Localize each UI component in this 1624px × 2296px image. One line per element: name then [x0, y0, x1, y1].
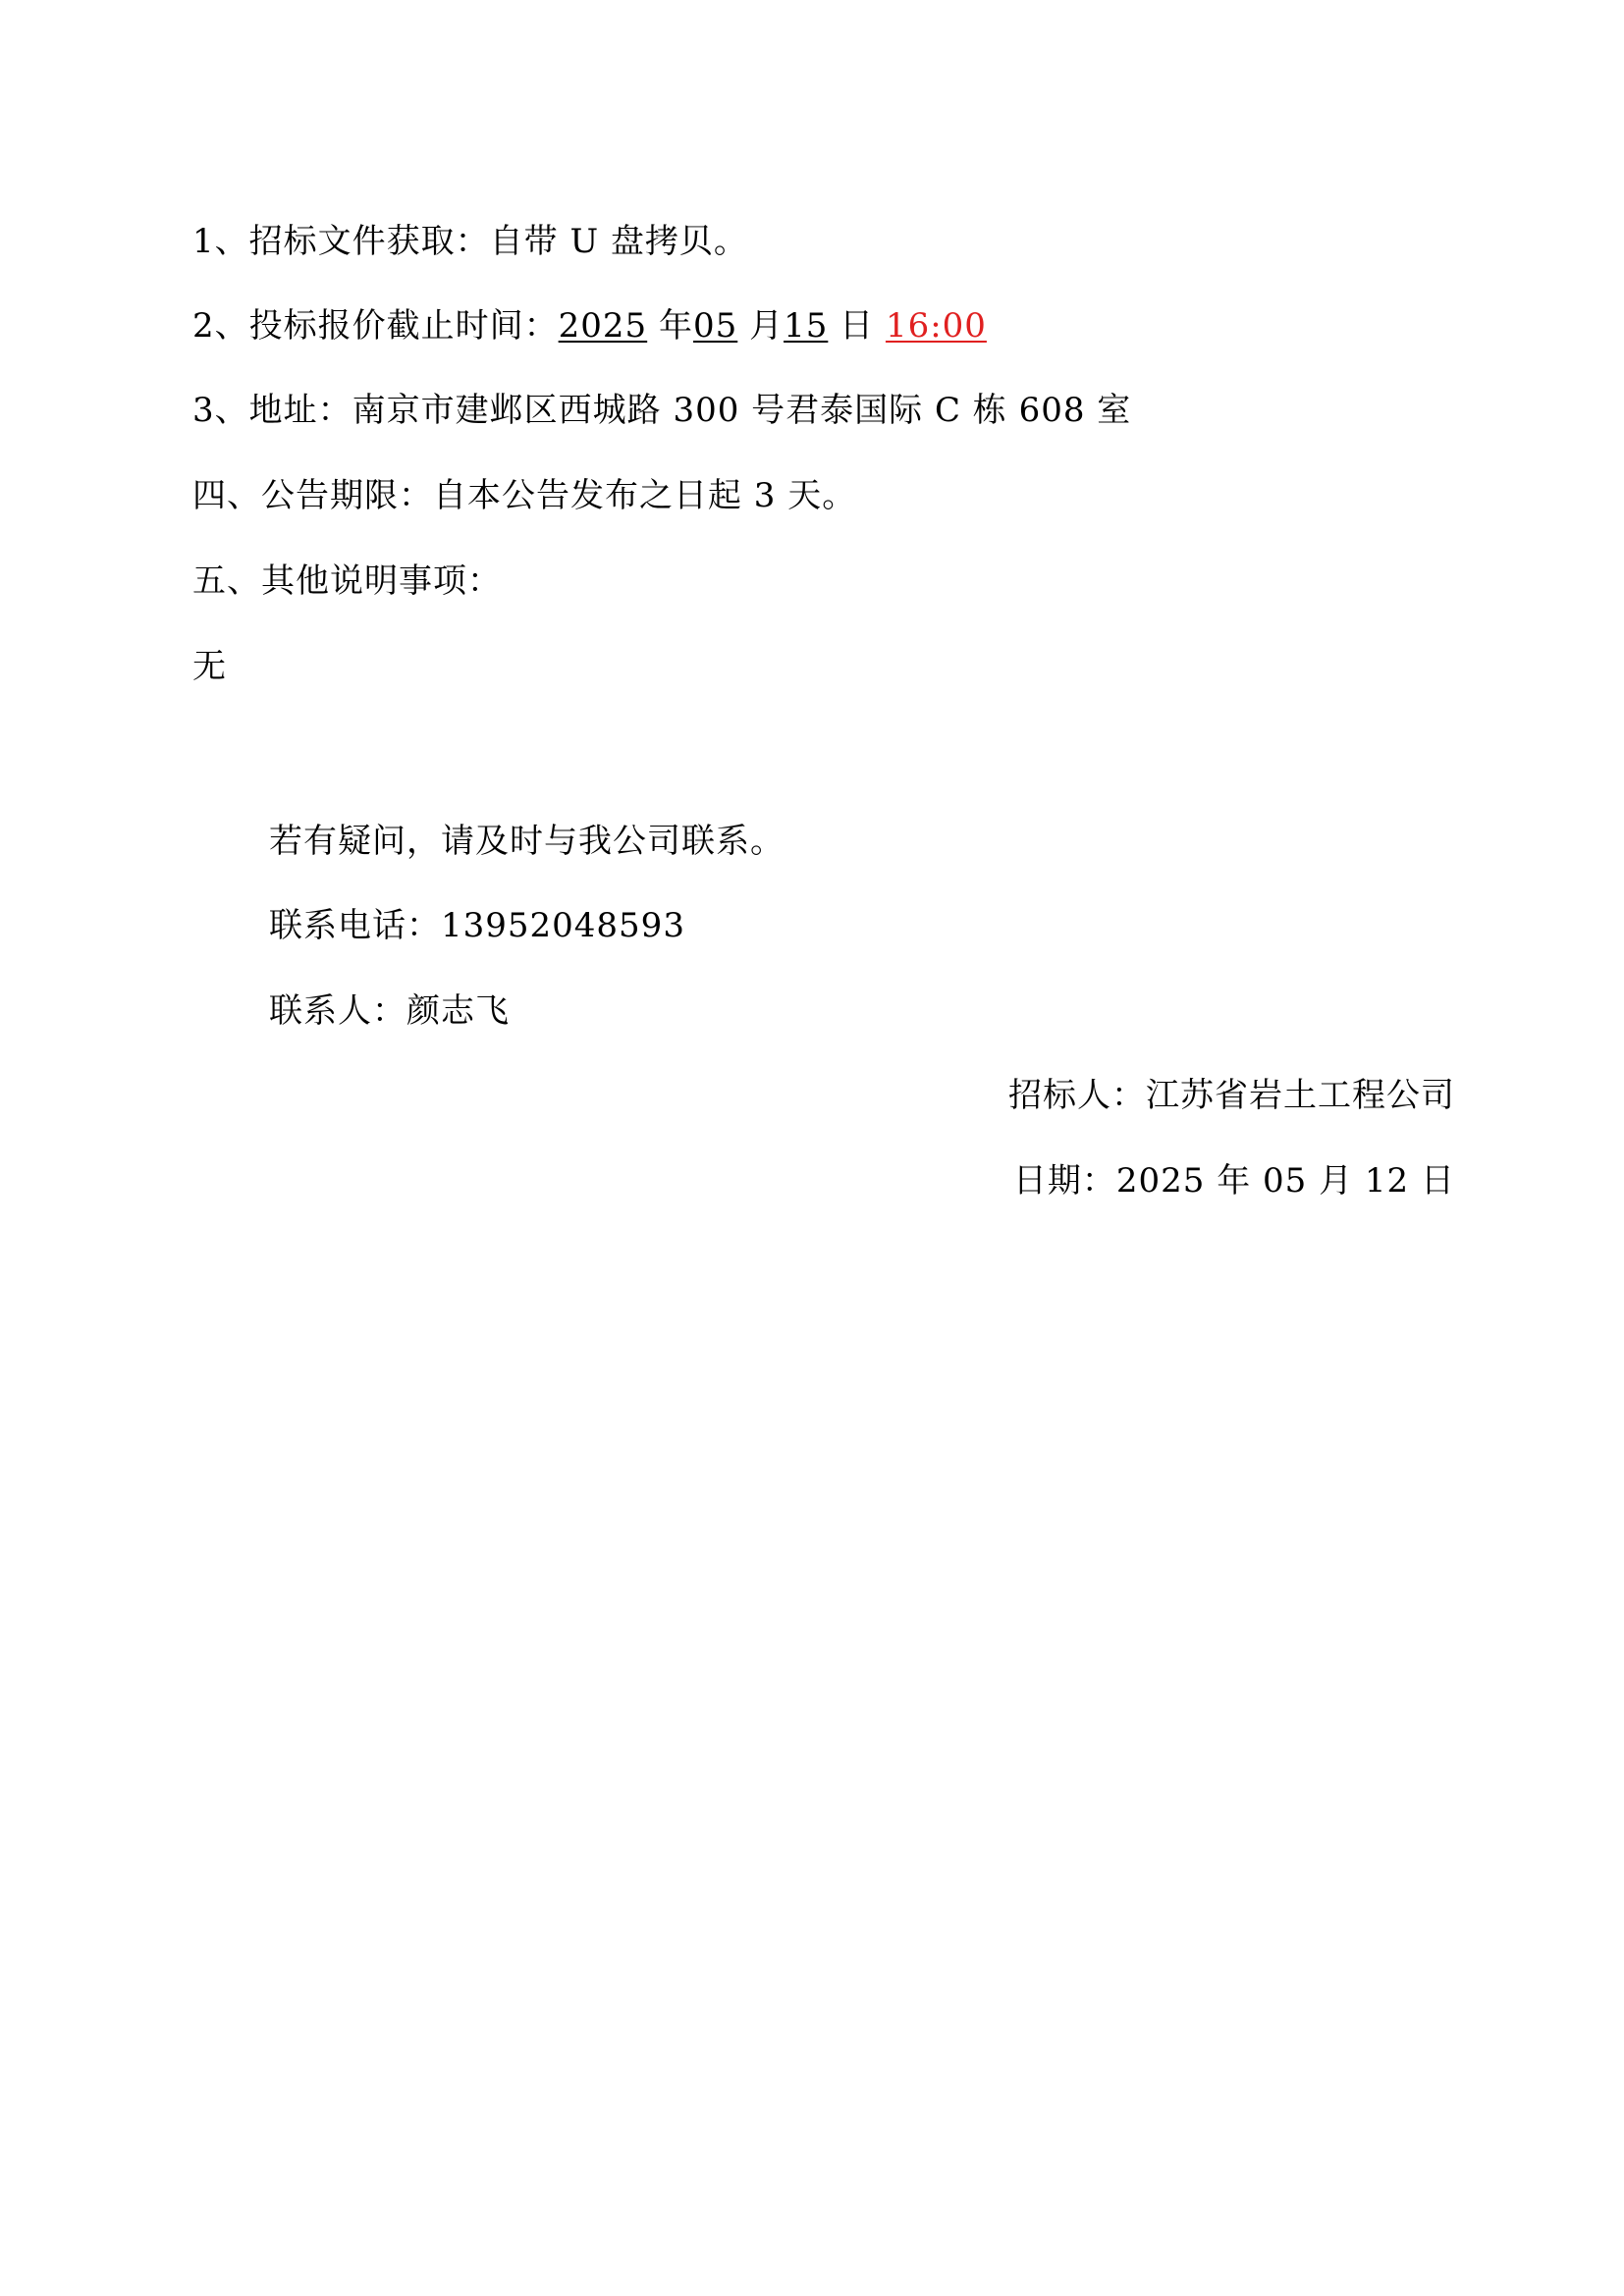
deadline-month: 05	[692, 306, 738, 346]
phone-value: 13952048593	[441, 906, 685, 945]
tenderer-name: 江苏省岩土工程公司	[1146, 1076, 1455, 1115]
section-other-notes	[192, 560, 502, 603]
contact-note: 若有疑问，请及时与我公司联系。	[269, 822, 785, 861]
deadline-day: 15	[784, 306, 829, 346]
section-label: 四、公告期限：	[192, 476, 433, 515]
tenderer-signature	[1008, 1074, 1455, 1117]
deadline-time: 16:00	[885, 306, 987, 346]
month-unit: 月	[749, 306, 785, 346]
person-value: 颜志飞	[406, 991, 510, 1031]
item-label: 2、投标报价截止时间：	[192, 306, 559, 346]
item-address	[192, 389, 1131, 432]
date-label: 日期：	[1012, 1161, 1116, 1201]
item-label: 1、招标文件获取：	[192, 222, 490, 261]
year-unit: 年	[658, 306, 693, 346]
item-label: 3、地址：	[192, 391, 352, 430]
person-label: 联系人：	[269, 991, 406, 1031]
date-value: 2025 年 05 月 12 日	[1115, 1161, 1455, 1201]
signature-date	[1013, 1159, 1455, 1202]
contact-person	[269, 989, 510, 1033]
section-announcement-period	[192, 474, 856, 517]
item-value: 自带 U 盘拷贝。	[489, 222, 748, 261]
section-label: 五、其他说明事项：	[192, 561, 502, 601]
phone-label: 联系电话：	[269, 906, 441, 945]
item-bid-deadline	[192, 304, 987, 347]
contact-phone	[269, 904, 685, 947]
tenderer-label: 招标人：	[1008, 1076, 1146, 1115]
item-document-acquisition	[192, 220, 748, 263]
deadline-year: 2025	[558, 306, 648, 346]
other-notes-value: 无	[192, 647, 227, 686]
item-value: 南京市建邺区西城路 300 号君泰国际 C 栋 608 室	[352, 391, 1132, 430]
day-unit: 日	[839, 306, 875, 346]
section-value: 自本公告发布之日起 3 天。	[433, 476, 857, 515]
